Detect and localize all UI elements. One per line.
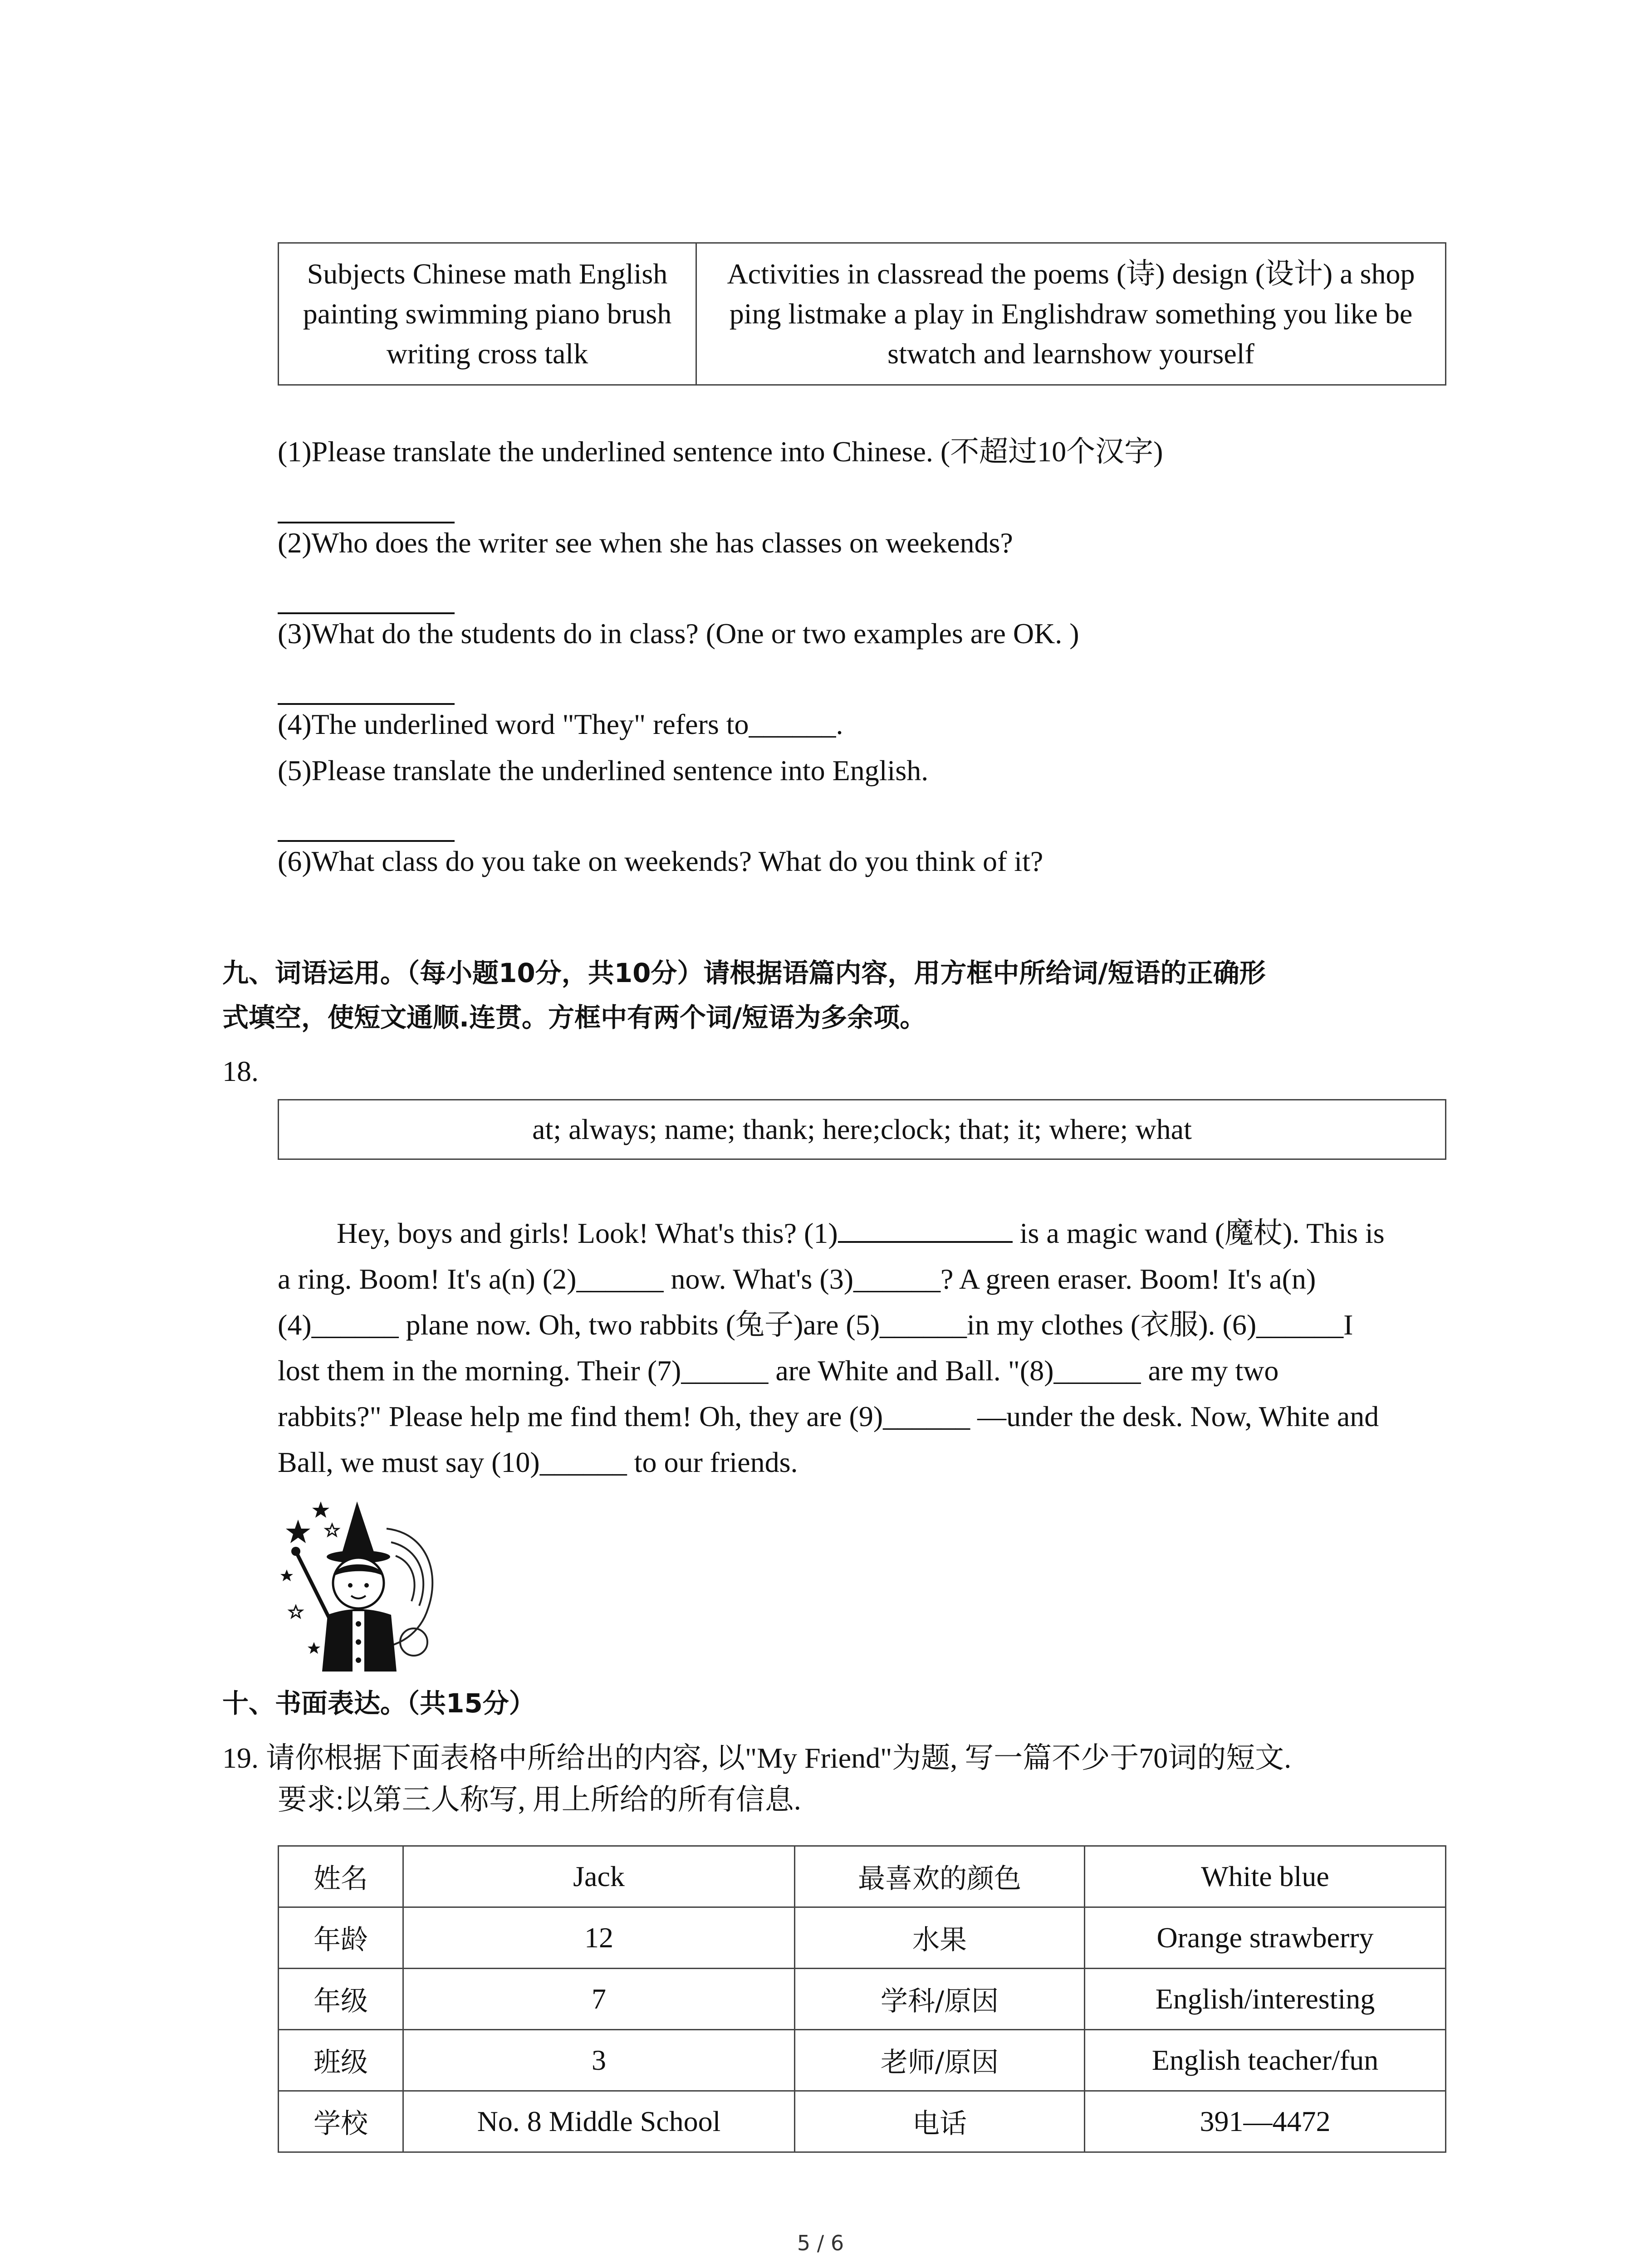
passage-line: Ball, we must say (10)______ to our friends. [278,1446,798,1478]
passage-line: lost them in the morning. Their (7)______ are White and Ball. "(8)______ are my two [278,1354,1279,1387]
table-cell: 391—4472 [1085,2091,1446,2152]
table-cell: White blue [1085,1846,1446,1907]
table-row [279,2030,1446,2091]
question-2: (2)Who does the writer see when she has classes on weekends? [278,527,1013,559]
table-cell: 3 [403,2030,795,2091]
section-10-heading: 十、书面表达。（共15分） [222,1688,535,1719]
cloze-passage [278,1210,1446,1485]
table-cell: 7 [403,1969,795,2030]
wizard-boy-illustration [278,1492,450,1674]
activities-cell: Activities in classread the poems (诗) design (设计) a shop ping listmake a play in Englishdraw something you like be stwatch and learnshow yourself [696,243,1446,385]
table-cell: 年龄 [279,1907,403,1969]
table-cell: 学校 [279,2091,403,2152]
passage-line: rabbits?" Please help me find them! Oh, they are (9)______ —under the desk. Now, White and [278,1400,1379,1432]
section-9-heading-line2: 式填空，使短文通顺.连贯。方框中有两个词/短语为多余项。 [222,1002,926,1033]
table-cell: Orange strawberry [1085,1907,1446,1969]
blank-1[interactable] [838,1215,1013,1243]
table-cell: 最喜欢的颜色 [795,1846,1085,1907]
page-number: 5 / 6 [797,2231,844,2255]
table-cell: No. 8 Middle School [403,2091,795,2152]
question-1: (1)Please translate the underlined sentence into Chinese. (不超过10个汉字) [278,435,1163,468]
table-cell: 电话 [795,2091,1085,2152]
question-6: (6)What class do you take on weekends? What do you think of it? [278,845,1043,877]
table-cell: Jack [403,1846,795,1907]
table-cell: 学科/原因 [795,1969,1085,2030]
passage-line: Hey, boys and girls! Look! What's this? (1) is a magic wand (魔杖). This is [278,1210,1446,1256]
table-row [279,1907,1446,1969]
question-19-line1: 19. 请你根据下面表格中所给出的内容, 以"My Friend"为题, 写一篇不少于70词的短文. [222,1742,1292,1774]
table-row [279,1846,1446,1907]
word-box: at; always; name; thank; here;clock; that; it; where; what [278,1099,1446,1160]
subjects-cell: Subjects Chinese math English painting swimming piano brush writing cross talk [279,243,696,385]
table-cell: English/interesting [1085,1969,1446,2030]
section-9-heading-line1: 九、词语运用。（每小题10分，共10分）请根据语篇内容，用方框中所给词/短语的正确形 [222,958,1266,988]
table-cell: 姓名 [279,1846,403,1907]
table-cell: 12 [403,1907,795,1969]
question-3: (3)What do the students do in class? (One or two examples are OK. ) [278,617,1079,650]
subjects-activities-table [278,242,1446,386]
table-cell: English teacher/fun [1085,2030,1446,2091]
table-row [279,243,1446,385]
friend-info-table [278,1845,1446,2153]
table-cell: 年级 [279,1969,403,2030]
question-19-line2: 要求:以第三人称写, 用上所给的所有信息. [278,1784,801,1816]
table-cell: 班级 [279,2030,403,2091]
table-cell: 水果 [795,1907,1085,1969]
passage-line: (4)______ plane now. Oh, two rabbits (兔子)are (5)______in my clothes (衣服). (6)______I [278,1309,1353,1341]
question-4: (4)The underlined word "They" refers to______. [278,708,843,740]
question-number-18: 18. [222,1055,259,1087]
table-row [279,1969,1446,2030]
question-5: (5)Please translate the underlined sentence into English. [278,754,929,787]
passage-line: a ring. Boom! It's a(n) (2)______ now. What's (3)______? A green eraser. Boom! It's a(n) [278,1263,1316,1295]
table-cell: 老师/原因 [795,2030,1085,2091]
table-row [279,2091,1446,2152]
